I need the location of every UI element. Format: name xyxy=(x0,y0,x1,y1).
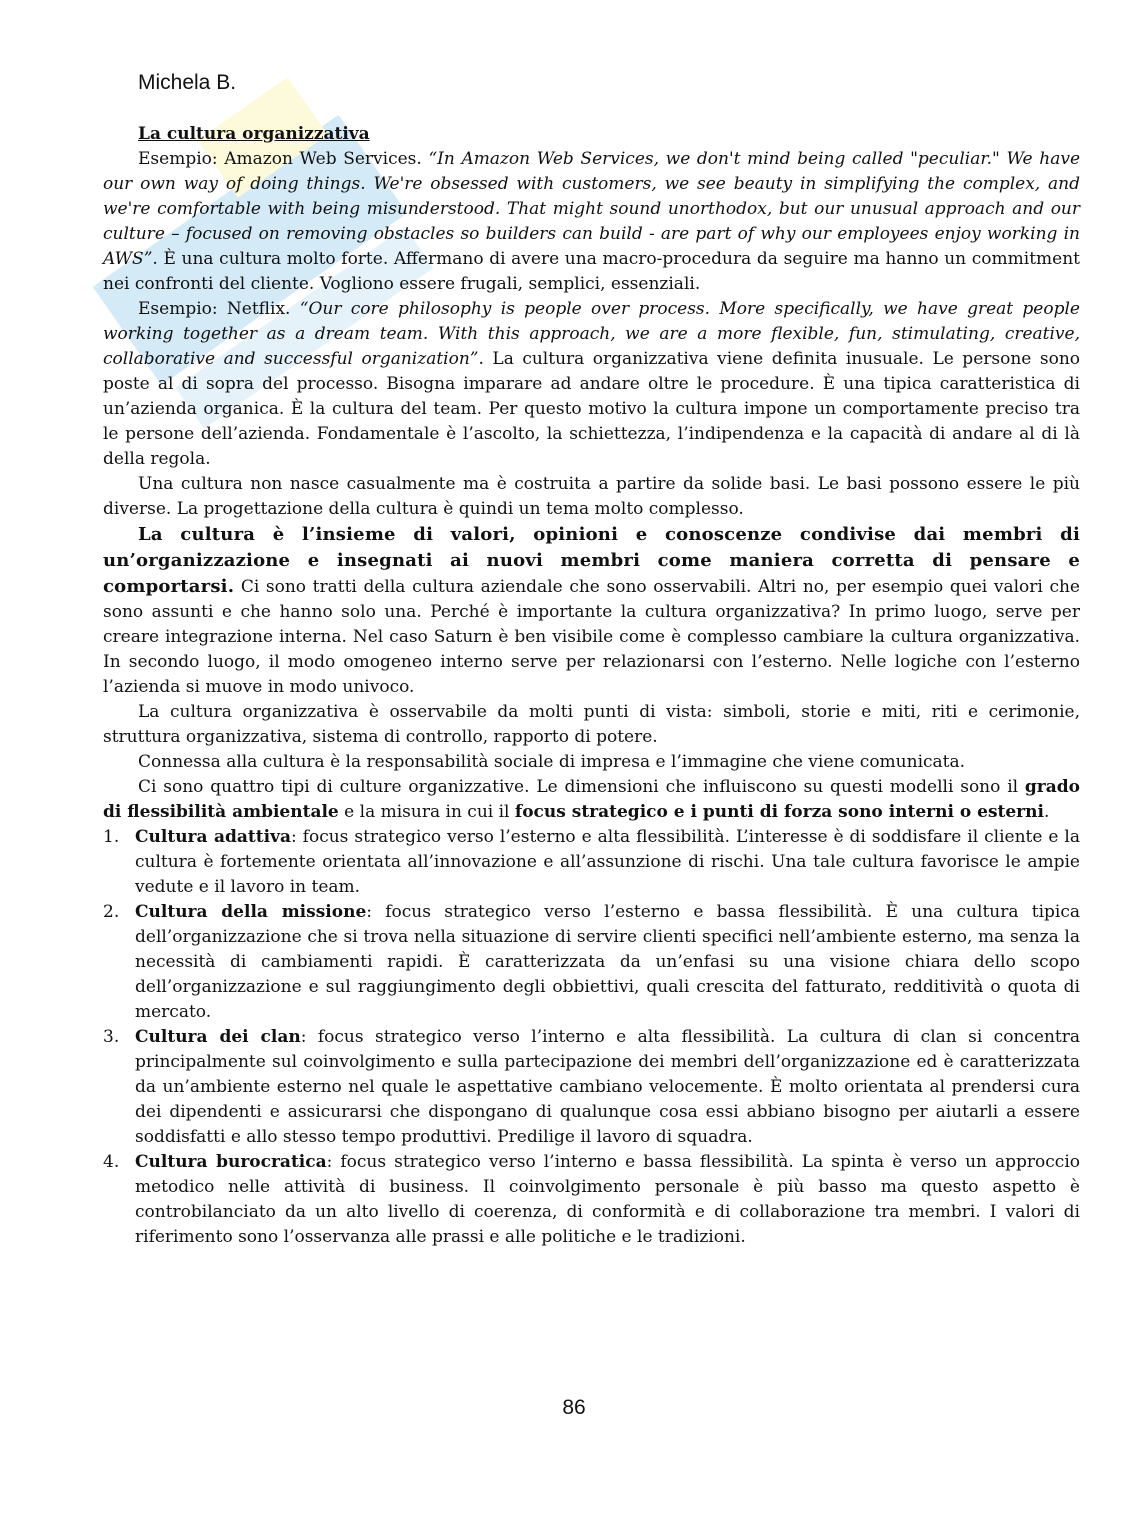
amazon-rest: . È una cultura molto forte. Affermano di avere una macro-procedura da seguire ma hanno un commitment nei confronti del cliente. Vogliono essere frugali, semplici, essenziali. xyxy=(103,249,1080,294)
netflix-lead: Esempio: Netflix. xyxy=(138,299,300,319)
author-name: Michela B. xyxy=(138,71,237,94)
list-item xyxy=(103,1025,1080,1150)
list-item-number: 1. xyxy=(103,827,120,847)
culture-types-list xyxy=(103,825,1080,1250)
list-item xyxy=(103,825,1080,900)
list-item-number: 2. xyxy=(103,902,120,922)
types-intro-part3: . xyxy=(1043,802,1050,822)
paragraph-amazon xyxy=(103,147,1080,297)
list-item-name: Cultura burocratica xyxy=(135,1152,327,1172)
types-intro-bold2: focus strategico e i punti di forza sono interni o esterni xyxy=(514,802,1044,822)
paragraph-netflix xyxy=(103,297,1080,472)
list-item-text: : focus strategico verso l’interno e bassa flessibilità. La spinta è verso un approccio metodico nelle attività di business. Il coinvolgimento personale è più basso ma questo aspetto è controbilanciato da un alto livello di coerenza, di conformità e di collaborazione tra membri. I valori di riferimento sono l’osservanza alle prassi e alle politiche e le tradizioni. xyxy=(135,1152,1080,1247)
list-item xyxy=(103,1150,1080,1250)
netflix-rest: . La cultura organizzativa viene definita inusuale. Le persone sono poste al di sopra del processo. Bisogna imparare ad andare oltre le procedure. È una tipica caratteristica di un’azienda organica. È la cultura del team. Per questo motivo la cultura impone un comportamente preciso tra le persone dell’azienda. Fondamentale è l’ascolto, la schiettezza, l’indipendenza e la capacità di andare al di là della regola. xyxy=(103,349,1080,469)
list-item-number: 3. xyxy=(103,1027,120,1047)
definition-bold: La cultura è l’insieme di valori, opinioni e conoscenze condivise dai membri di un’organizzazione e insegnati ai nuovi membri come maniera corretta di pensare e comportarsi. xyxy=(103,524,1080,597)
amazon-quote: “In Amazon Web Services, we don't mind being called "peculiar." We have our own way of doing things. We're obsessed with customers, we see beauty in simplifying the complex, and we're comfortable with being misunderstood. That might sound unorthodox, but our unusual approach and our culture – focused on removing obstacles so builders can build - are part of why our employees enjoy working in AWS” xyxy=(103,149,1080,269)
section-title: La cultura organizzativa xyxy=(138,124,370,144)
paragraph-origin: Una cultura non nasce casualmente ma è costruita a partire da solide basi. Le basi possono essere le più diverse. La progettazione della cultura è quindi un tema molto complesso. xyxy=(103,474,1080,519)
types-intro-part2: e la misura in cui il xyxy=(338,802,515,822)
list-item-text: : focus strategico verso l’esterno e alta flessibilità. L’interesse è di soddisfare il cliente e la cultura è fortemente orientata all’innovazione e all’assunzione di rischi. Una tale cultura favorisce le ampie vedute e il lavoro in team. xyxy=(135,827,1080,897)
types-intro-bold1: grado di flessibilità ambientale xyxy=(103,777,1080,822)
amazon-lead: Esempio: Amazon Web Services. xyxy=(138,149,429,169)
paragraph-definition xyxy=(103,522,1080,700)
list-item-text: : focus strategico verso l’esterno e bassa flessibilità. È una cultura tipica dell’organizzazione che si trova nella situazione di servire clienti specifici nell’ambiente esterno, ma senza la necessità di cambiamenti rapidi. È caratterizzata da un’enfasi su una visione chiara dello scopo dell’organizzazione e sul raggiungimento degli obbiettivi, quali crescita del fatturato, redditività o quota di mercato. xyxy=(135,902,1080,1022)
list-item-name: Cultura della missione xyxy=(135,902,367,922)
list-item-text: : focus strategico verso l’interno e alta flessibilità. La cultura di clan si concentra principalmente sul coinvolgimento e sulla partecipazione dei membri dell’organizzazione ed è caratterizzata da un’ambiente esterno nel quale le aspettative cambiano velocemente. È molto orientata al prendersi cura dei dipendenti e assicurarsi che dispongano di qualunque cosa essi abbiano bisogno per aiutarli a essere soddisfatti e allo stesso tempo produttivi. Predilige il lavoro di squadra. xyxy=(135,1027,1080,1147)
netflix-quote: “Our core philosophy is people over process. More specifically, we have great people working together as a dream team. With this approach, we are a more flexible, fun, stimulating, creative, collaborative and successful organization” xyxy=(103,299,1080,369)
types-intro-part1: Ci sono quattro tipi di culture organizzative. Le dimensioni che influiscono su questi modelli sono il xyxy=(138,777,1025,797)
list-item-number: 4. xyxy=(103,1152,120,1172)
list-item xyxy=(103,900,1080,1025)
paragraph-observable: La cultura organizzativa è osservabile da molti punti di vista: simboli, storie e miti, riti e cerimonie, struttura organizzativa, sistema di controllo, rapporto di potere. xyxy=(103,702,1080,747)
paragraph-responsibility: Connessa alla cultura è la responsabilità sociale di impresa e l’immagine che viene comunicata. xyxy=(138,752,966,772)
list-item-name: Cultura adattiva xyxy=(135,827,291,847)
list-item-name: Cultura dei clan xyxy=(135,1027,301,1047)
page-number: 86 xyxy=(562,1396,586,1419)
definition-rest: Ci sono tratti della cultura aziendale che sono osservabili. Altri no, per esempio quei valori che sono assunti e che hanno solo una. Perché è importante la cultura organizzativa? In primo luogo, serve per creare integrazione interna. Nel caso Saturn è ben visibile come è complesso cambiare la cultura organizzativa. In secondo luogo, il modo omogeneo interno serve per relazionarsi con l’esterno. Nelle logiche con l’esterno l’azienda si muove in modo univoco. xyxy=(103,577,1080,697)
document-page xyxy=(103,68,1080,1250)
paragraph-types-intro xyxy=(103,775,1080,825)
